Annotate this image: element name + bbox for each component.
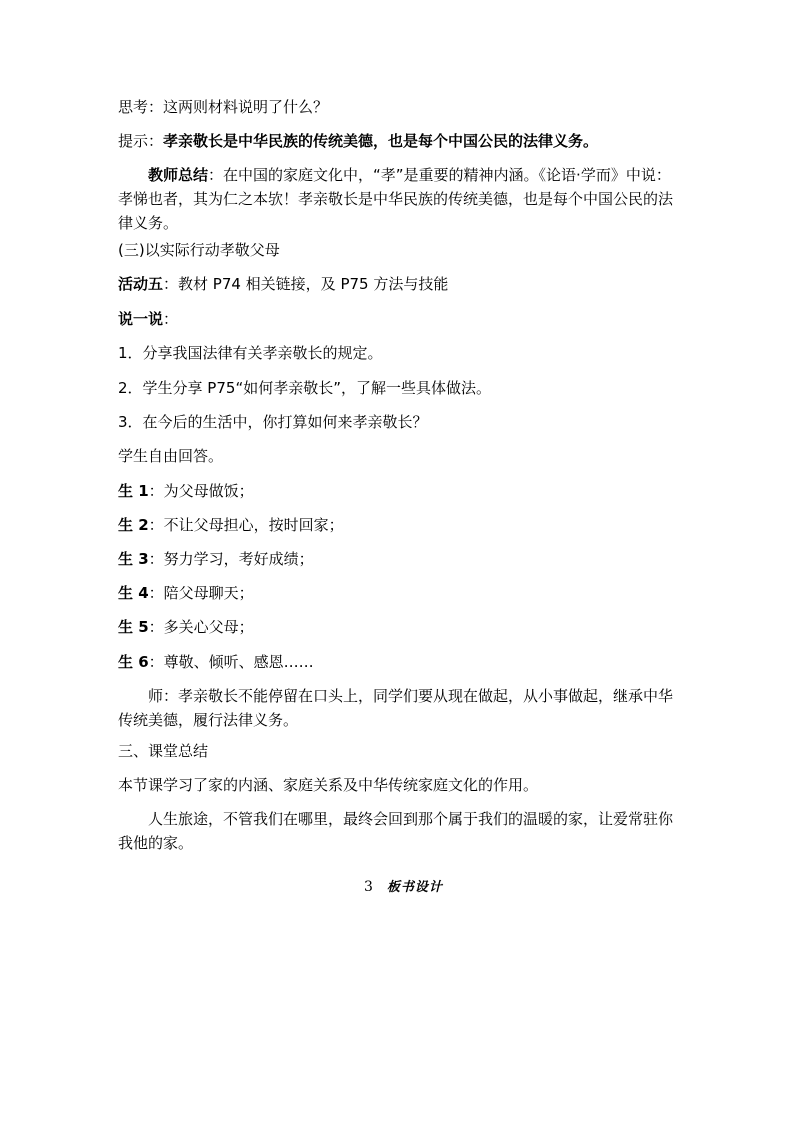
answer-1 — [118, 479, 678, 503]
question-2: 2．学生分享 P75“如何孝亲敬长”，了解一些具体做法。 — [118, 379, 491, 397]
answer-4 — [118, 581, 678, 605]
teacher-summary-label: 教师总结 — [148, 166, 209, 184]
answer-label: 生 3 — [118, 550, 149, 568]
free-answer: 学生自由回答。 — [118, 447, 224, 465]
answer-label: 生 2 — [118, 516, 149, 534]
answer-5 — [118, 615, 678, 639]
activity-label: 活动五 — [118, 275, 164, 293]
activity-text: ：教材 P74 相关链接，及 P75 方法与技能 — [163, 275, 449, 293]
summary-1: 本节课学习了家的内涵、家庭关系及中华传统家庭文化的作用。 — [118, 776, 539, 794]
answer-label: 生 6 — [118, 653, 149, 671]
heading-title: 板书设计 — [386, 880, 443, 895]
think-question: 思考：这两则材料说明了什么？ — [118, 98, 329, 116]
answer-3 — [118, 547, 678, 571]
answer-label: 生 5 — [118, 618, 149, 636]
answer-6 — [118, 650, 678, 674]
hint-label: 提示： — [118, 132, 164, 150]
say-colon: ： — [163, 310, 179, 328]
teacher-summary — [88, 163, 684, 235]
answer-text: ：多关心父母； — [148, 618, 254, 636]
summary-2: 人生旅途，不管我们在哪里，最终会回到那个属于我们的温暖的家，让爱常驻你我他的家。 — [118, 810, 674, 852]
answer-label: 生 1 — [118, 482, 149, 500]
summary-title: 三、课堂总结 — [118, 742, 209, 760]
answer-label: 生 4 — [118, 584, 149, 602]
say-title — [118, 307, 678, 331]
answer-text: ：不让父母担心，按时回家； — [148, 516, 344, 534]
teacher-summary-text: ：在中国的家庭文化中，“孝”是重要的精神内涵。《论语·学而》中说：孝悌也者，其为仁之本欤！孝亲敬长是中华民族的传统美德，也是每个中国公民的法律义务。 — [118, 166, 674, 232]
answer-text: ：尊敬、倾听、感恩…… — [148, 653, 314, 671]
say-label: 说一说 — [118, 310, 164, 328]
question-1: 1．分享我国法律有关孝亲敬长的规定。 — [118, 344, 383, 362]
answer-text: ：为父母做饭； — [148, 482, 254, 500]
question-3: 3．在今后的生活中，你打算如何来孝亲敬长？ — [118, 413, 428, 431]
answer-2 — [118, 513, 678, 537]
answer-text: ：陪父母聊天； — [148, 584, 254, 602]
heading-number: 3 — [364, 879, 373, 895]
section-3-title: (三)以实际行动孝敬父母 — [118, 241, 280, 259]
hint-text: 孝亲敬长是中华民族的传统美德，也是每个中国公民的法律义务。 — [163, 132, 599, 150]
activity-five — [118, 272, 678, 296]
board-design-heading — [364, 876, 443, 895]
teacher-final: 师：孝亲敬长不能停留在口头上，同学们要从现在做起，从小事做起，继承中华传统美德，履行法律义务。 — [118, 687, 674, 729]
hint-paragraph — [118, 129, 678, 153]
answer-text: ：努力学习，考好成绩； — [148, 550, 314, 568]
